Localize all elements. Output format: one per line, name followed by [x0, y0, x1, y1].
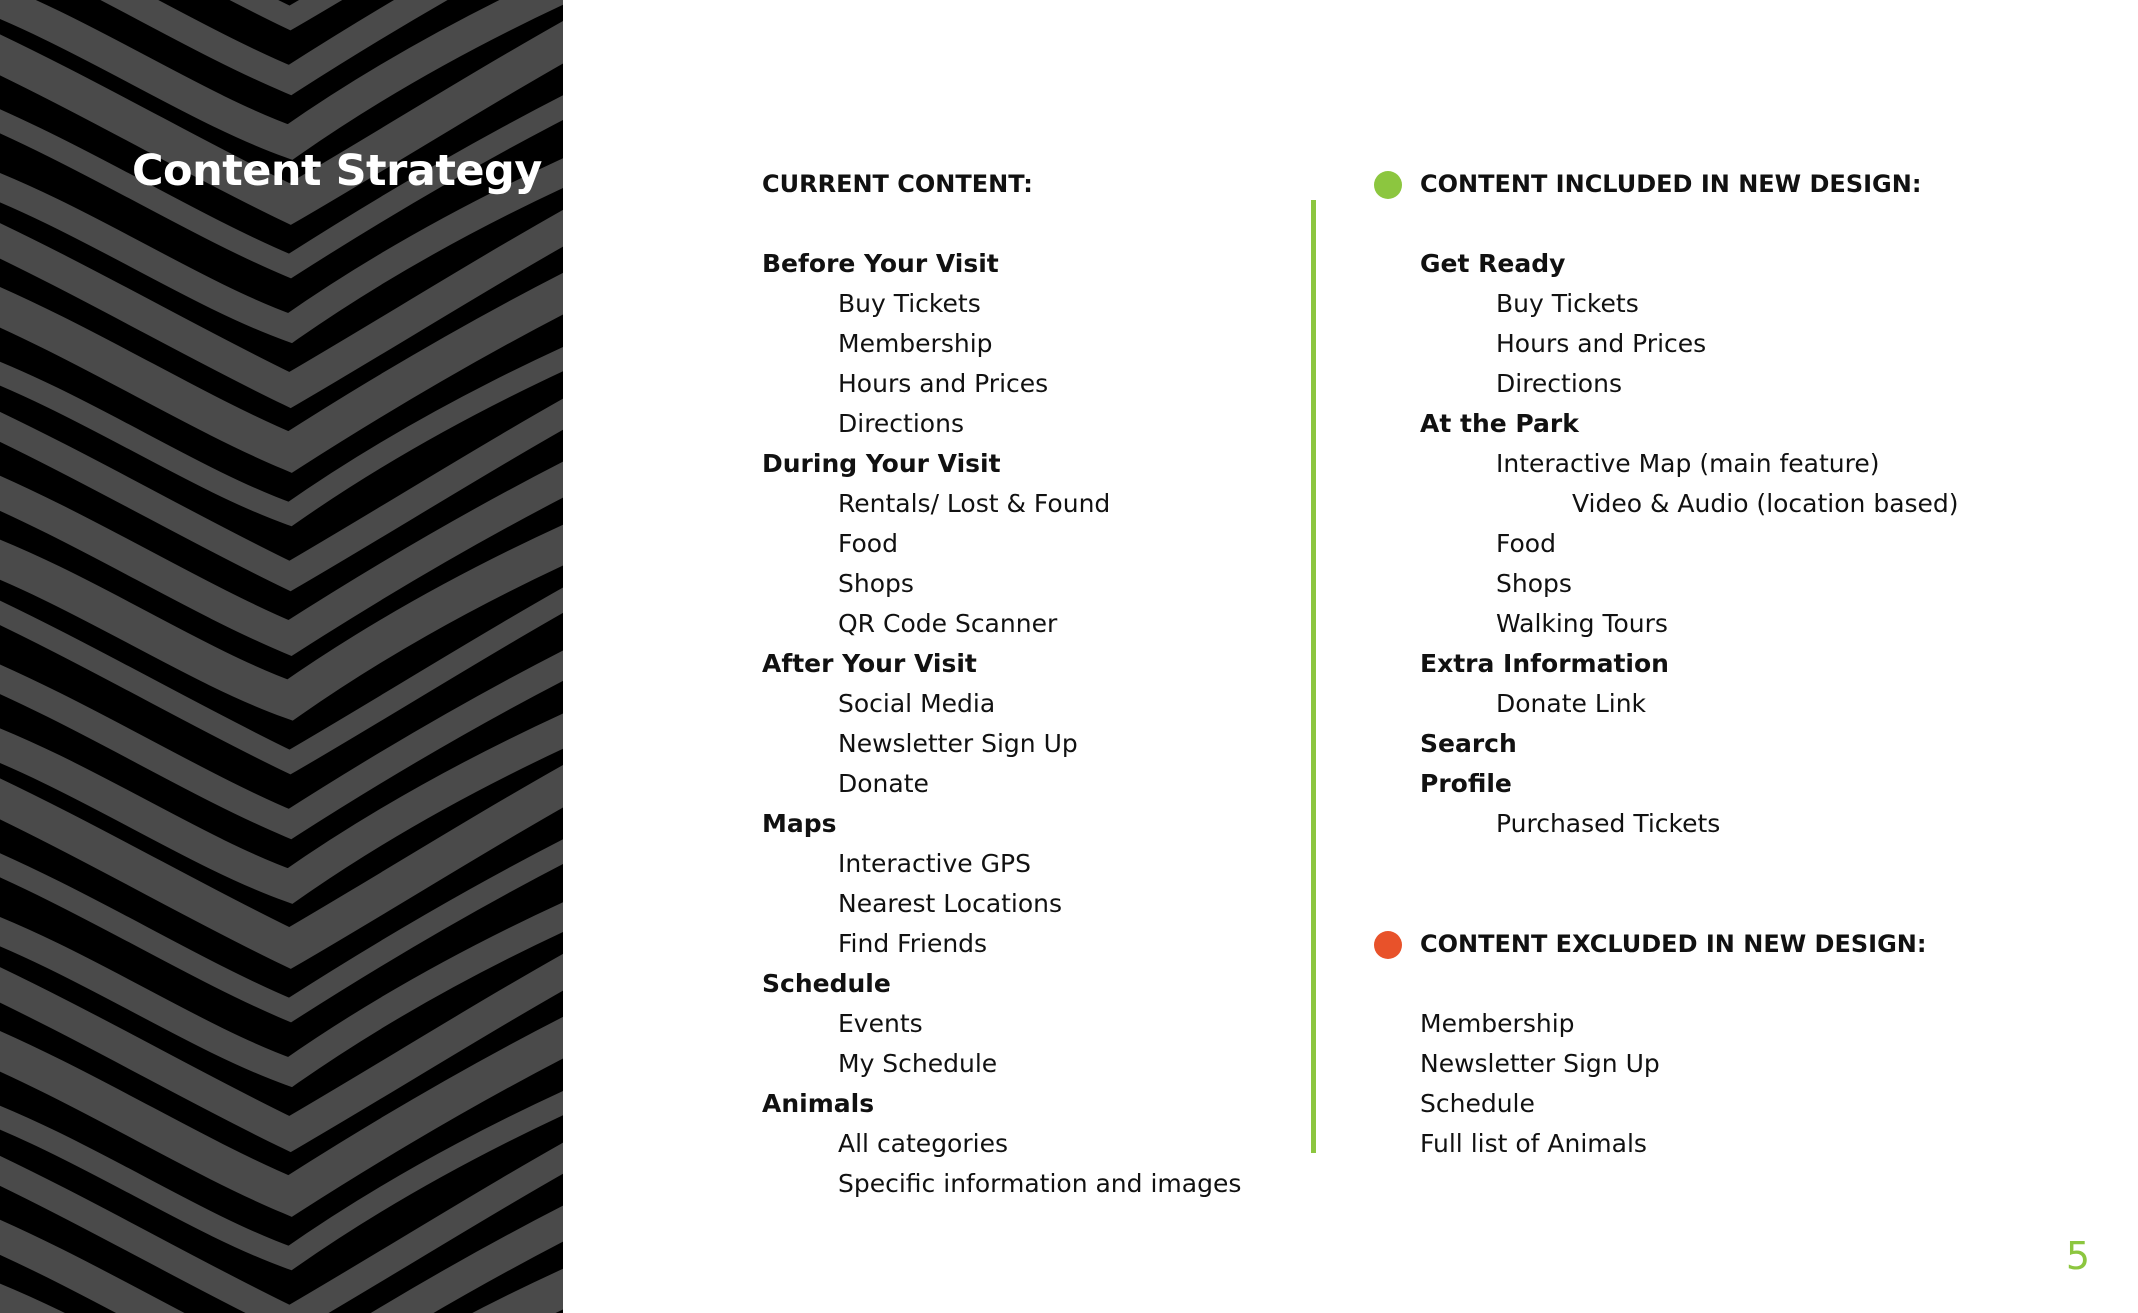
zebra-stripes	[0, 0, 563, 1313]
excluded-heading-text: CONTENT EXCLUDED IN NEW DESIGN:	[1420, 930, 1927, 958]
included-content-item: Purchased Tickets	[1496, 809, 1721, 838]
excluded-content-item: Full list of Animals	[1420, 1129, 1647, 1158]
included-content-category: Extra Information	[1420, 649, 1669, 678]
excluded-content-heading	[1420, 924, 1959, 964]
current-content-list	[762, 244, 1241, 1204]
current-content-item: Shops	[838, 569, 914, 598]
included-content-item: Interactive Map (main feature)	[1496, 449, 1880, 478]
current-content-item: Social Media	[838, 689, 996, 718]
current-content-item: Directions	[838, 409, 964, 438]
included-content-category: Search	[1420, 729, 1517, 758]
zebra-pattern-panel	[0, 0, 563, 1313]
included-content-item: Hours and Prices	[1496, 329, 1707, 358]
current-content-item: Buy Tickets	[838, 289, 981, 318]
column-divider	[1311, 200, 1316, 1153]
current-content-item: Hours and Prices	[838, 369, 1049, 398]
current-content-category: Maps	[762, 809, 837, 838]
included-content-item: Shops	[1496, 569, 1572, 598]
current-content-item: Nearest Locations	[838, 889, 1063, 918]
current-content-category: During Your Visit	[762, 449, 1001, 478]
included-content-category: At the Park	[1420, 409, 1579, 438]
current-content-item: Donate	[838, 769, 929, 798]
included-content-item: Directions	[1496, 369, 1622, 398]
new-design-column	[1420, 164, 1959, 1164]
zebra-stripe	[0, 896, 563, 1072]
included-content-category: Get Ready	[1420, 249, 1566, 278]
included-content-item: Buy Tickets	[1496, 289, 1639, 318]
included-bullet-icon	[1374, 171, 1402, 199]
included-content-list	[1420, 244, 1959, 844]
page-number: 5	[2065, 1234, 2090, 1278]
current-content-category: Before Your Visit	[762, 249, 999, 278]
excluded-bullet-icon	[1374, 931, 1402, 959]
excluded-content-list	[1420, 1004, 1959, 1164]
included-heading-text: CONTENT INCLUDED IN NEW DESIGN:	[1420, 170, 1922, 198]
current-content-item: Find Friends	[838, 929, 988, 958]
current-content-item: All categories	[838, 1129, 1008, 1158]
current-content-item: Specific information and images	[838, 1169, 1242, 1198]
current-content-heading: CURRENT CONTENT:	[762, 170, 1033, 198]
current-content-item: QR Code Scanner	[838, 609, 1058, 638]
included-content-heading	[1420, 164, 1959, 204]
included-content-item: Walking Tours	[1496, 609, 1668, 638]
excluded-content-item: Membership	[1420, 1009, 1575, 1038]
zebra-stripe-group	[0, 0, 563, 1313]
current-content-item: My Schedule	[838, 1049, 998, 1078]
current-content-category: After Your Visit	[762, 649, 977, 678]
included-content-item: Donate Link	[1496, 689, 1647, 718]
current-content-item: Food	[838, 529, 898, 558]
included-content-item: Food	[1496, 529, 1556, 558]
current-content-column	[762, 164, 1241, 1204]
current-content-category: Animals	[762, 1089, 875, 1118]
current-content-item: Newsletter Sign Up	[838, 729, 1078, 758]
slide-title: Content Strategy	[132, 146, 542, 196]
current-content-item: Membership	[838, 329, 993, 358]
current-content-category: Schedule	[762, 969, 891, 998]
included-content-item: Video & Audio (location based)	[1572, 489, 1959, 518]
excluded-content-item: Newsletter Sign Up	[1420, 1049, 1660, 1078]
current-content-item: Rentals/ Lost & Found	[838, 489, 1111, 518]
excluded-content-item: Schedule	[1420, 1089, 1535, 1118]
current-content-item: Events	[838, 1009, 923, 1038]
included-content-category: Profile	[1420, 769, 1512, 798]
current-content-item: Interactive GPS	[838, 849, 1031, 878]
